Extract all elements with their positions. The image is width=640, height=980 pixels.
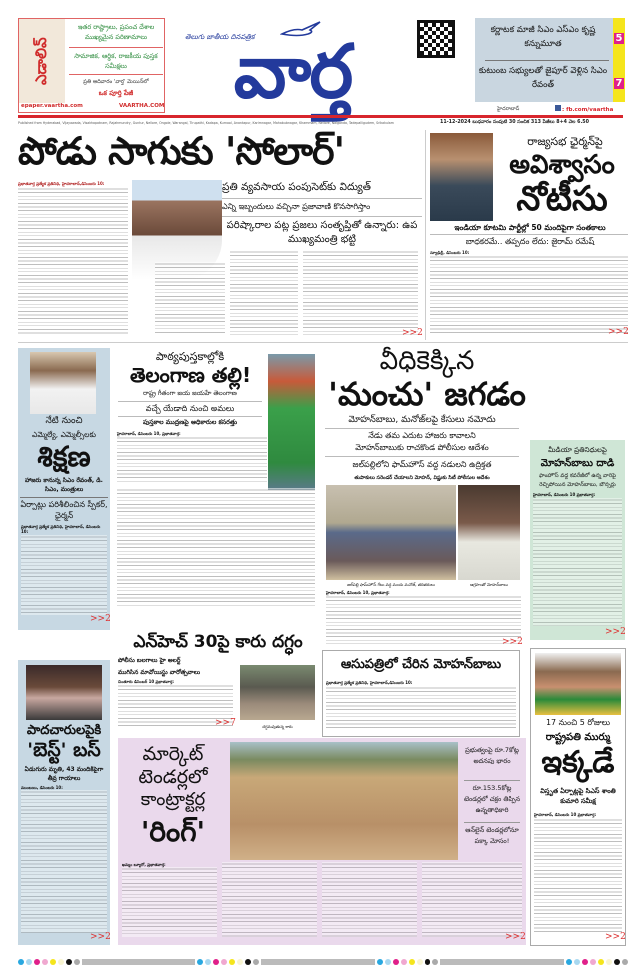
rajyasabha-continue[interactable]: >>2 <box>608 327 629 337</box>
market-body-col1 <box>122 867 217 937</box>
market-side-1: ప్రభుత్వంపై రూ.7కోట్ల అదనపు భారం <box>465 746 519 765</box>
media-attack-sub: ఫాంహౌస్ వద్ద కవరేజీలో ఉన్న వారిపై రెచ్చిపోయిన మోహన్‌బాబు, బౌన్సర్లు <box>539 473 616 488</box>
mla-continue[interactable]: >>2 <box>90 614 111 624</box>
rajyasabha-sep <box>430 234 628 235</box>
reg-dot-cyan <box>566 959 572 965</box>
reg-bar <box>82 959 196 965</box>
lead-body-col3 <box>230 250 298 335</box>
reg-dot-lightcyan <box>26 959 32 965</box>
reg-dot-lightcyan <box>574 959 580 965</box>
reg-dot-black <box>66 959 72 965</box>
nh30-byline: చింతూరు డిసెంబర్ 10 ప్రభాతవార్త: <box>118 679 174 684</box>
burnt-car-photo[interactable] <box>240 665 315 720</box>
market-headline-4[interactable]: 'రింగ్' <box>140 815 206 848</box>
bus-byline: ముంబయి, డిసెంబరు 10: <box>21 785 63 790</box>
promo-line-3: ప్రతి ఆదివారం 'వార్త' మెయిన్‌లో <box>69 74 163 87</box>
mla-body <box>21 535 107 615</box>
manchu-headline[interactable]: 'మంచు' జగడం <box>328 375 526 413</box>
talli-sub-2: వచ్చే యేడాది నుంచి అమలు <box>145 404 235 413</box>
reg-dot-black <box>245 959 251 965</box>
manchu-sub-1: మోహన్‌బాబు, మనోజ్‌లపై కేసులు నమోదు <box>348 415 496 425</box>
market-side-2: రూ.153.5కోట్ల టెండర్లలో చక్రం తిప్పిన ఉన్నతాధికారి <box>463 784 521 814</box>
reg-dot-yellow <box>409 959 415 965</box>
manchu-body <box>326 595 521 645</box>
lead-sep-1 <box>222 198 422 199</box>
teaser-2-page: 7 <box>615 78 623 89</box>
reg-dot-cyan <box>18 959 24 965</box>
farmhouse-gate-photo[interactable] <box>326 485 456 580</box>
mla-sep <box>20 497 108 498</box>
masthead-red-rule <box>18 115 623 118</box>
section-rule <box>18 342 628 343</box>
facebook-link[interactable] <box>555 105 613 113</box>
promo-vertical-title: ఎడాలివ్ <box>19 19 65 103</box>
reg-dot-yellow <box>229 959 235 965</box>
teaser-1-page: 5 <box>615 33 623 44</box>
market-continue[interactable]: >>2 <box>505 932 526 942</box>
lead-body-col1 <box>18 187 128 335</box>
promo-line-1: ఇతర రాష్ట్రాలు, ప్రపంచ దేశాల ముఖ్యమైన పరిణామాలు <box>77 23 155 41</box>
reg-dot-magenta <box>213 959 219 965</box>
media-attack-kicker: మీడియా ప్రతినిధులపై <box>548 446 607 454</box>
market-side-sep-1 <box>464 780 520 781</box>
hospital-body <box>326 686 516 731</box>
talli-headline[interactable]: తెలంగాణ తల్లి! <box>129 363 252 387</box>
market-headline-3[interactable]: కాంట్రాక్టర్ల <box>140 789 206 810</box>
tagline: తెలుగు జాతీయ దినపత్రిక <box>185 33 255 41</box>
mla-byline: ప్రభాతవార్త ప్రత్యేక ప్రతినిధి, హైదరాబాద్, డిసెంబరు 10: <box>21 524 101 534</box>
hospital-headline[interactable]: ఆసుపత్రిలో చేరిన మోహన్‌బాబు <box>340 657 502 672</box>
talli-kicker: పాఠ్యపుస్తకాల్లోకి <box>155 350 225 363</box>
president-line: రాష్ట్రపతి ముర్ము <box>545 732 611 743</box>
manchu-sub-5: తుపాకులు సరెండర్ చేయాలని మోహన్, విష్ణుకు సిటీ పోలీసుల ఆదేశం <box>354 475 490 481</box>
mla-line-1: నేటి నుంచి <box>45 416 83 426</box>
logo[interactable]: వార్త <box>233 29 352 115</box>
promo-box[interactable] <box>18 18 165 113</box>
bus-sub: ఏడుగురు మృతి, 43 మందికిపైగా తీవ్ర గాయాలు <box>24 766 104 782</box>
media-attack-headline[interactable]: మోహన్‌బాబు దాడి <box>540 458 615 469</box>
shanti-kumari-photo[interactable] <box>535 653 621 715</box>
facebook-icon <box>555 105 561 111</box>
reg-dot-white <box>606 959 612 965</box>
manchu-sub-3: మోహన్‌బాబుకు రాచకొండ పోలీసుల ఆదేశం <box>355 443 489 452</box>
nh30-headline[interactable]: ఎన్‌హెచ్ 30పై కారు దగ్ధం <box>133 632 303 652</box>
market-body-col2 <box>222 862 317 937</box>
teaser-page-strip <box>613 18 625 102</box>
reg-dot-cyan <box>197 959 203 965</box>
market-headline-2[interactable]: టెండర్లలో <box>138 766 208 788</box>
bus-headline-1[interactable]: పాదచారులపైకి <box>26 723 102 738</box>
dateline: 11-12-2024 బుధవారం సంపుటి 30 సంచిక 313 పేజీలు 8+4 వెల 6.50 <box>440 120 589 125</box>
reg-dot-lightcyan <box>205 959 211 965</box>
teaser-box[interactable] <box>475 18 625 102</box>
manchu-caption-right: ఆగ్రహంతో మోహన్‌బాబు <box>470 582 508 587</box>
city-label: హైదరాబాద్ <box>497 106 520 112</box>
manchu-sep-2 <box>325 456 519 457</box>
reg-dot-grey <box>622 959 628 965</box>
media-attack-byline: హైదరాబాద్, డిసెంబరు 10 ప్రభాతవార్త: <box>533 492 596 497</box>
manchu-kicker[interactable]: వీధికెక్కిన <box>379 346 475 376</box>
lead-sub-1: ప్రతి వ్యవసాయ పంపుసెట్‌కు విద్యుత్ <box>222 181 371 193</box>
reg-bar <box>440 959 564 965</box>
manchu-byline: హైదరాబాద్, డిసెంబరు 10, ప్రభాతవార్త: <box>326 590 390 595</box>
manchu-sub-4: జల్‌పల్లిలోని ఫామ్‌హౌస్ వద్ద నడులని ఉద్రిక్తత <box>352 460 492 469</box>
market-headline-1[interactable]: మార్కెట్ <box>142 743 204 765</box>
teaser-2[interactable]: కుటుంబ సభ్యులతో జైపూర్ వెళ్లిన సిఎం రేవంత్ <box>478 66 608 90</box>
president-byline: హైదరాబాద్, డిసెంబరు 10 ప్రభాతవార్త: <box>534 812 597 817</box>
lead-body-col2 <box>155 262 225 335</box>
lead-sub-3: పరిష్కారాల పట్ల ప్రజలు సంతృప్తితో ఉన్నారు: ఉప ముఖ్యమంత్రి భట్టి <box>226 220 418 245</box>
reg-dot-grey <box>432 959 438 965</box>
rajyasabha-sub-2: బాధకరమే.. తప్పదం లేదు: జైరామ్ రమేష్ <box>465 237 595 246</box>
rajyasabha-headline-2[interactable]: నోటీసు <box>516 179 608 219</box>
facebook-text: : fb.com/vaartha <box>562 107 614 113</box>
reg-dot-grey <box>74 959 80 965</box>
manchu-sub-2: నేడు తమ ఎదుట హాజరు కావాలని <box>368 431 476 440</box>
bus-continue[interactable]: >>2 <box>90 932 111 942</box>
reg-dot-yellow <box>598 959 604 965</box>
mla-line-2: ఎమ్మెల్యే, ఎమ్మెల్సీలకు <box>32 430 96 439</box>
nh30-caption: దగ్ధమవుతున్న కారు <box>262 724 293 729</box>
reg-dot-white <box>417 959 423 965</box>
lead-sub-2: ఎన్ని ఇబ్బందులు వచ్చినా ప్రజావాణి కొనసాగిస్తాం <box>222 202 371 211</box>
rajyasabha-headline-1[interactable]: అవిశ్వాసం <box>509 150 615 180</box>
teaser-1[interactable]: కర్ణాటక మాజీ సిఎం ఎస్‌ఎం కృష్ణ కన్నుమూత <box>490 25 596 49</box>
talli-sub-1: రాష్ట్ర గీతంగా జయ జయహే తెలంగాణ <box>143 390 237 397</box>
market-side-3: ఆన్‌లైన్ టెండర్లలోనూ పక్కా మోసం! <box>465 826 519 845</box>
promo-url-left[interactable]: epaper.vaartha.com <box>21 103 83 109</box>
president-sub: విస్తృత ఏర్పాట్లపై సిఎస్ శాంతి కుమారి సమీక్ష <box>540 787 616 805</box>
reg-dot-white <box>58 959 64 965</box>
manchu-caption-left: జల్‌పల్లి ఫామ్‌హౌస్ గేటు వద్ద మంచు మనోజ్, తదితరులు <box>347 582 435 587</box>
reg-dot-magenta <box>582 959 588 965</box>
mla-headline[interactable]: శిక్షణ <box>37 440 91 473</box>
registration-marks <box>18 958 628 966</box>
bus-headline-2[interactable]: 'బెస్ట్' బస్ <box>27 739 101 761</box>
nh30-sub-1: పోలీసు బలగాలు హై అలర్ట్ <box>118 657 181 664</box>
promo-line-4: ఒక పూర్తి పేజీ <box>98 89 134 97</box>
market-body-col3 <box>322 862 417 937</box>
reg-dot-pink <box>401 959 407 965</box>
teaser-divider <box>485 60 609 61</box>
nh30-continue[interactable]: >>7 <box>215 718 236 728</box>
media-attack-body <box>533 498 622 626</box>
talli-body-2 <box>117 488 315 606</box>
reg-dot-grey <box>253 959 259 965</box>
president-body <box>534 818 622 933</box>
lead-headline[interactable]: పోడు సాగుకు 'సోలార్' <box>18 129 345 173</box>
qr-code-icon[interactable] <box>417 20 455 58</box>
promo-url-right[interactable]: VAARTHA.COM <box>119 103 165 109</box>
reg-dot-black <box>614 959 620 965</box>
talli-body <box>117 436 267 484</box>
mla-sub-2: ఏర్పాట్లు పరిశీలించిన స్పీకర్, ఛైర్మన్ <box>20 500 108 520</box>
president-kicker: 17 నుంచి 5 రోజులు <box>545 718 611 727</box>
lead-byline: ప్రభాతవార్త ప్రత్యేక ప్రతినిధి, హైదరాబాద్,డిసెంబరు 10: <box>18 181 105 186</box>
reg-dot-magenta <box>393 959 399 965</box>
reg-dot-white <box>237 959 243 965</box>
reg-dot-pink <box>590 959 596 965</box>
market-byline: ఖమ్మం బ్యూరో, ప్రభాతవార్త: <box>122 862 166 867</box>
rajyasabha-sub-1: ఇండియా కూటమి పార్టీల్లో 50 మందిపైగా సంతకాలు <box>454 223 606 232</box>
manchu-continue[interactable]: >>2 <box>502 637 523 647</box>
president-continue[interactable]: >>2 <box>605 932 626 942</box>
rajyasabha-kicker: రాజ్యసభ ఛైర్మన్‌పై <box>527 135 603 148</box>
lead-sep-2 <box>222 216 422 217</box>
market-body-col4 <box>422 862 522 937</box>
reg-bar <box>261 959 375 965</box>
manchu-sep-1 <box>325 428 519 429</box>
reg-dot-yellow <box>50 959 56 965</box>
lead-body-col4 <box>303 250 418 335</box>
talli-sep-1 <box>118 401 262 402</box>
lead-continue[interactable]: >>2 <box>402 328 423 338</box>
reg-dot-pink <box>221 959 227 965</box>
mla-sub-1: హాజరు కానున్న సిఎం రేవంత్, డి. సిఎం, మంత్రులు <box>25 477 103 493</box>
market-sacks-photo[interactable] <box>230 742 458 860</box>
telangana-talli-statue-photo[interactable] <box>268 354 315 490</box>
market-side-sep-2 <box>464 822 520 823</box>
talli-sep-2 <box>118 416 262 417</box>
mohanbabu-photo[interactable] <box>458 485 520 580</box>
dhankhar-photo[interactable] <box>430 133 493 221</box>
revanth-photo[interactable] <box>30 352 96 414</box>
reg-dot-cyan <box>377 959 383 965</box>
president-headline[interactable]: ఇక్కడే <box>541 745 615 780</box>
talli-sub-3: పుస్తకాల ముద్రణపై అధికారుల కసరత్తు <box>142 419 237 426</box>
editions-line: Published from Hyderabad, Vijayawada, Visakhapatnam, Rajahmundry, Guntur, Nellore, Ongole, Warangal, Tirupathi, Kadapa, Kurnool, Anantapur, Karimnagar, Mahabubnagar, Khammam, Nellore, Nalgonda, Tadepalligudem, Srikakulam <box>18 121 394 125</box>
column-divider <box>425 130 426 340</box>
hospital-byline: ప్రభాతవార్త ప్రత్యేక ప్రతినిధి, హైదరాబాద్,డిసెంబరు 10: <box>326 680 413 685</box>
reg-dot-lightcyan <box>385 959 391 965</box>
reg-dot-pink <box>42 959 48 965</box>
media-attack-continue[interactable]: >>2 <box>605 627 626 637</box>
bus-body <box>21 790 107 933</box>
rajyasabha-byline: న్యూఢిల్లీ, డిసెంబరు 10: <box>430 250 470 255</box>
reg-dot-black <box>425 959 431 965</box>
promo-line-2: సామాజిక, ఆర్థిక, రాజకీయ పుస్తక సమీక్షలు <box>69 47 163 71</box>
rajyasabha-body <box>430 255 628 335</box>
talli-byline: హైదరాబాద్, డిసెంబరు 10, ప్రభాతవార్త: <box>117 431 181 436</box>
nh30-sub-2: ముగిసిన మావోయిస్టు వారోత్సవాలు <box>118 669 201 676</box>
bus-accident-photo[interactable] <box>26 665 102 720</box>
reg-dot-magenta <box>34 959 40 965</box>
